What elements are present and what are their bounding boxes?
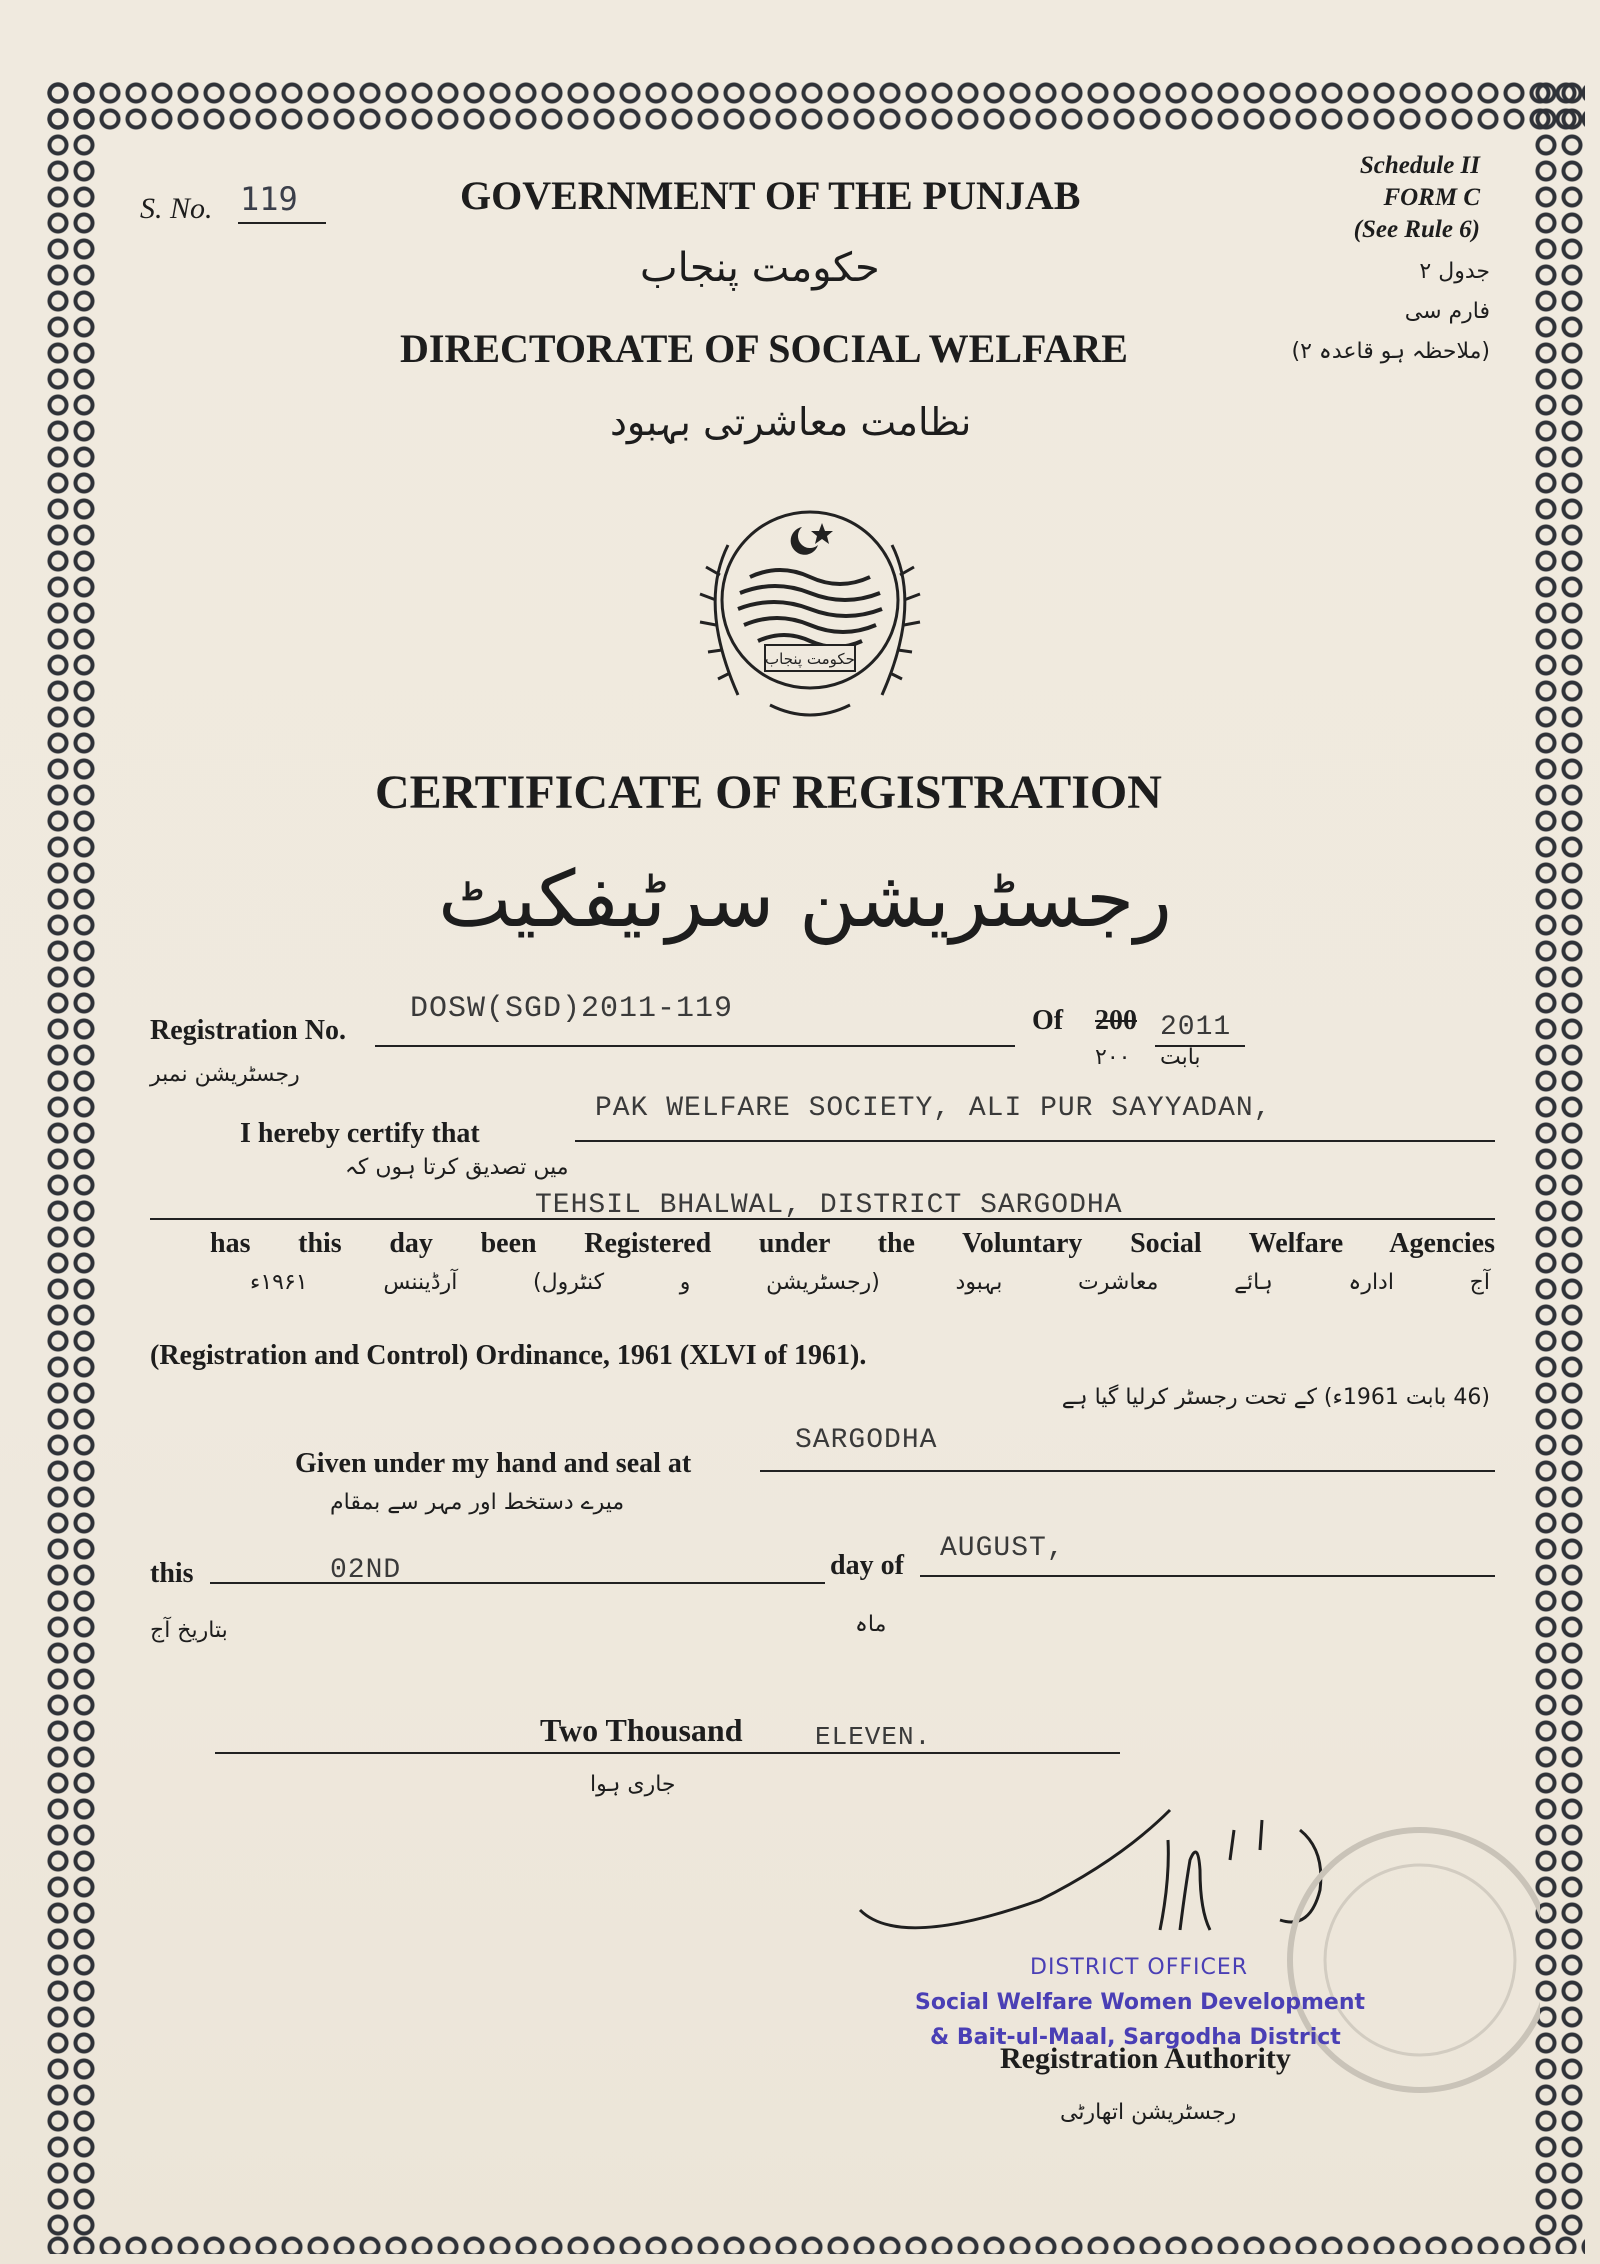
certify-line	[575, 1140, 1495, 1142]
registration-authority-urdu: رجسٹریشن اتھارٹی	[1060, 2100, 1237, 2125]
ornamental-border-bottom	[45, 2234, 1585, 2254]
ornamental-border-right	[1533, 80, 1585, 2240]
official-seal	[1270, 1810, 1540, 2110]
given-value: SARGODHA	[795, 1425, 938, 1456]
directorate-title: DIRECTORATE OF SOCIAL WELFARE	[400, 326, 1128, 371]
ornamental-border-top	[45, 80, 1585, 132]
form-line: FORM C	[1383, 184, 1480, 211]
schedule-line: Schedule II	[1359, 152, 1480, 179]
serial-label: S. No.	[140, 192, 213, 225]
of-urdu-number: ۲۰۰	[1095, 1045, 1131, 1070]
year-label: Two Thousand	[540, 1712, 743, 1748]
of-urdu: بابت	[1160, 1045, 1201, 1070]
registered-statement-urdu: آج ادارہ ہائے معاشرت بہبود (رجسٹریشن و کنٹرول) آرڈیننس ۱۹۶۱ء	[250, 1270, 1490, 1295]
rule-urdu-line: (ملاحظہ ہو قاعدہ ۲)	[1291, 339, 1490, 364]
given-line	[760, 1470, 1495, 1472]
registered-statement: has this day been Registered under the Voluntary Social Welfare Agencies	[210, 1228, 1495, 1259]
wheat-left-icon	[700, 545, 738, 695]
given-urdu: میرے دستخط اور مہر سے بمقام	[330, 1490, 625, 1515]
stamp-line-1: DISTRICT OFFICER	[1030, 1955, 1249, 1980]
ornamental-border-left	[45, 80, 97, 2240]
year-value: ELEVEN.	[815, 1722, 932, 1752]
ordinance-statement-urdu: (46 بابت 1961ء) کے تحت رجسٹر کرلیا گیا ہے	[1061, 1385, 1490, 1410]
of-value: 2011	[1160, 1012, 1232, 1043]
government-title: GOVERNMENT OF THE PUNJAB	[460, 173, 1081, 218]
emblem-text: حکومت پنجاب	[765, 650, 855, 668]
this-value: 02ND	[330, 1555, 402, 1586]
certificate-title-urdu: رجسٹریشن سرٹیفکیٹ	[438, 855, 1172, 945]
form-urdu-line: فارم سی	[1404, 299, 1490, 324]
government-title-urdu: حکومت پنجاب	[640, 245, 880, 291]
wheat-right-icon	[882, 545, 920, 695]
ordinance-statement: (Registration and Control) Ordinance, 1961 (XLVI of 1961).	[150, 1340, 867, 1371]
certify-label: I hereby certify that	[240, 1118, 480, 1149]
registration-authority: Registration Authority	[1000, 2042, 1291, 2075]
registration-value: DOSW(SGD)2011-119	[410, 992, 734, 1026]
this-urdu: بتاریخ آج	[150, 1618, 228, 1643]
month-urdu: ماہ	[855, 1612, 887, 1637]
schedule-urdu-block	[1250, 252, 1490, 372]
year-line	[215, 1752, 1120, 1754]
stamp-line-2: Social Welfare Women Development	[915, 1990, 1366, 2015]
certify-urdu: میں تصدیق کرتا ہوں کہ	[345, 1155, 569, 1180]
certificate-title: CERTIFICATE OF REGISTRATION	[375, 766, 1162, 819]
of-label: Of	[1032, 1005, 1064, 1036]
issued-urdu: جاری ہوا	[590, 1772, 676, 1797]
directorate-title-urdu: نظامت معاشرتی بہبود	[610, 400, 972, 444]
serial-value: 119	[240, 180, 298, 218]
rule-line: (See Rule 6)	[1353, 216, 1480, 243]
schedule-block	[1300, 150, 1480, 246]
society-line-2-underline	[150, 1218, 1495, 1220]
registration-line	[375, 1045, 1015, 1047]
of-printed-value: 200	[1095, 1005, 1137, 1036]
registration-label: Registration No.	[150, 1015, 346, 1046]
this-label: this	[150, 1558, 194, 1589]
serial-underline	[238, 222, 326, 224]
day-of-line	[920, 1575, 1495, 1577]
society-line-2: TEHSIL BHALWAL, DISTRICT SARGODHA	[535, 1190, 1123, 1221]
day-of-label: day of	[830, 1550, 904, 1581]
registration-label-urdu: رجسٹریشن نمبر	[150, 1062, 300, 1087]
stamp-line-3: & Bait-ul-Maal, Sargodha District	[930, 2025, 1341, 2050]
river-waves-icon	[738, 570, 882, 647]
ribbon-icon	[770, 705, 850, 715]
schedule-urdu-line: جدول ۲	[1419, 259, 1490, 284]
given-label: Given under my hand and seal at	[295, 1448, 692, 1479]
this-line	[210, 1582, 825, 1584]
day-of-value: AUGUST,	[940, 1533, 1065, 1564]
star-icon	[811, 523, 833, 544]
government-of-punjab-emblem	[670, 505, 950, 735]
society-line-1: PAK WELFARE SOCIETY, ALI PUR SAYYADAN,	[595, 1093, 1272, 1124]
